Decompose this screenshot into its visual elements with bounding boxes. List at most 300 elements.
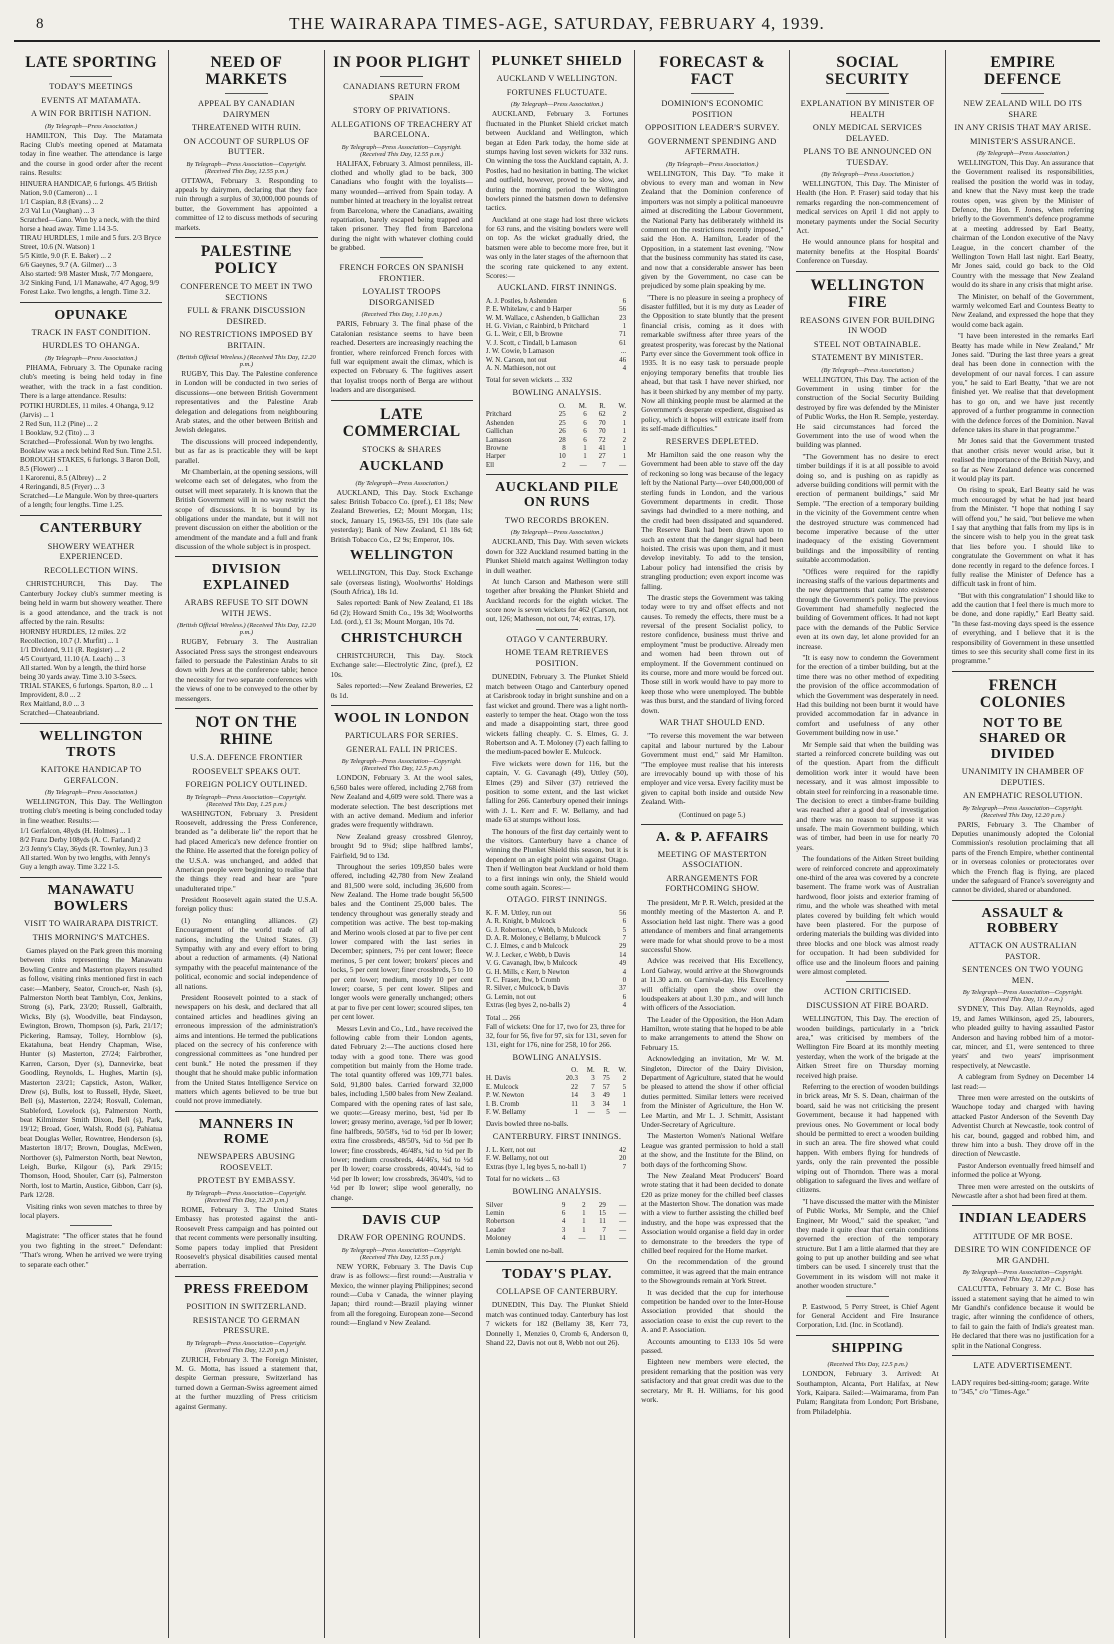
paragraph: DUNEDIN, This Day. The Plunket Shield match was continued today. Canterbury has lost 7 wickets for 182 (Bellamy 38, Kerr 73, Donnelly 1, Menzies 0, Cromb 6, Anderson 0, Shand 22, Davis not out 8, Webb not out 26). xyxy=(485,1300,629,1347)
column-header: R. xyxy=(599,401,606,410)
headline: FORECAST & FACT xyxy=(659,54,766,89)
article-canterbury xyxy=(20,521,162,718)
paragraph: "There is no pleasure in seeing a prophecy of disaster fulfilled, but it is my duty as Leader of the Opposition to state bluntly that the present financial crisis, coming as it does with remarkable swiftness after three years of the greatest prosperity, was forecast by the National Party ever since the Government took office in 1935. It is no easy task to persuade people enjoying temporary benefits that trouble lies ahead, but that task I have never shirked, nor has it been shirked by any member of my party. Now all thinking people must be alarmed at the Government's desperate expedient, disguised as policy, which it hopes will extricate itself from its self-made difficulties." xyxy=(641,292,784,434)
dateline-agency: By Telegraph—Press Association—Copyright. (Received This Day, 12.55 p.m.) xyxy=(341,143,462,158)
bowling-row xyxy=(486,427,628,435)
bowling-note: Davis bowled three no-balls. xyxy=(485,1120,569,1129)
batting-row xyxy=(486,356,628,364)
player-name: K. F. M. Uttley, run out xyxy=(485,908,552,917)
paragraph: AUCKLAND, February 3. Fortunes fluctuated in the Plunket Shield cricket match between Auckland and Wellington, which began at Eden Park today, the home side at stumps having lost seven wickets for 332 runs. On winning the toss the Auckland captain, A. J. Postles, had no hesitation in batting. The wicket and outfield, however, proved to be slow, and during the morning period the Wellington bowlers pinned the batsmen down to defensive tactics. xyxy=(485,109,629,213)
player-name: A. R. Knight, b Mulcock xyxy=(485,917,556,926)
subhead: TODAY'S MEETINGS xyxy=(49,82,134,92)
bowling-row xyxy=(486,436,628,444)
player-name: P. W. Newton xyxy=(485,1091,524,1100)
batting-row xyxy=(486,305,628,313)
paragraph: New Zealand greasy crossbred Glenroy, brought 9d to 9¾d; slipe halfbred lambs', Fairfield, 9d to 13d. xyxy=(330,831,473,860)
article-action-criticised xyxy=(796,987,938,1330)
paragraph: WELLINGTON, This Day. The Minister of Health (the Hon. P. Fraser) said today that his remarks regarding the non-commencement of medical services on April 1 did not apply to monetary payments under the Social Security Act. xyxy=(796,179,939,236)
subhead: U.S.A. DEFENCE FRONTIER xyxy=(190,753,303,763)
score-cell: 1 xyxy=(583,452,587,461)
innings-heading: AUCKLAND. FIRST INNINGS. xyxy=(497,283,617,293)
player-name: G. L. Weir, c Ell, b Browne xyxy=(485,330,563,339)
paragraph: PARIS, February 3. The final phase of the Catalonian resistance seems to have been reached. Deserters are increasingly reaching the frontier, where reinforced French forces with full war equipment await the climax, which is expected on February 6. The fugitives assert that loyalist troops north of Berga are without leaders and are disorganised. xyxy=(330,319,473,395)
article-assault-and-robbery xyxy=(952,906,1094,1201)
score-cell: 25 xyxy=(558,410,566,419)
column-header: M. xyxy=(586,1066,595,1075)
paragraph: The Leader of the Opposition, the Hon Adam Hamilton, wrote stating that he hoped to be able to make arrangements to attend the Show on February 15. xyxy=(641,1014,784,1052)
subhead: APPEAL BY CANADIAN DAIRYMEN xyxy=(197,99,295,119)
subhead: ACTION CRITICISED. xyxy=(823,987,912,997)
dateline-agency: (By Telegraph—Press Association.) xyxy=(44,122,138,130)
divider xyxy=(1001,93,1044,94)
score-cell: 22 xyxy=(570,1082,578,1091)
paragraph: WELLINGTON, This Day. The erection of wooden buildings, particularly in a "brick area," was criticised by members of the Wellington Fire Board at its monthly meeting yesterday, when the work of the brigade at the Aitken Street fire on Thursday morning received high praise. xyxy=(796,1014,939,1080)
batting-row xyxy=(486,917,628,925)
bowling-row xyxy=(486,1074,628,1082)
paragraph: Messrs Levin and Co., Ltd., have received the following cable from their London agents, dated February 2:—The auctions closed here today with a good tone. There was good competition but mainly from the Home trade. The total quantity offered was 109,771 bales. Sold, 91,800 bales. Carried forward 32,000 bales, including 1,500 bales from New Zealand. Compared with the opening rates of last sale, we quote:—Greasy merino, best, ¼d per lb lower; greasy merino, average, ¼d per lb lower; fine halfbreds, 50/58's, ¼d to ½d per lb lower; extra fine crossbreds, 48/50's, ¼d to ½d per lb lower; fine crossbreds, 46/48's, ¼d to ½d per lb lower; medium crossbreds, 44/46's, ¼d to ½d per lb lower; coarse crossbreds, 40/44's, ¼d to ½d per lb lower; low crossbreds, 36/40's, ¼d to ½d per lb lower; slipe wool generally, no change. xyxy=(330,1023,473,1202)
subhead: ARABS REFUSE TO SIT DOWN WITH JEWS. xyxy=(184,598,309,618)
innings-total: Total for no wickets ... 63 xyxy=(485,1175,560,1184)
player-name: Extras (leg byes 2, no-balls 2) xyxy=(485,1001,570,1010)
score-cell: 57 xyxy=(602,1082,610,1091)
article-indian-leaders xyxy=(952,1211,1094,1350)
subhead: EVENTS AT MATAMATA. xyxy=(41,95,142,105)
race-result: 4 Reringandi, 8.5 (Fryer) ... 3 xyxy=(20,483,105,492)
paragraph: "I have discussed the matter with the Minister of Public Works, Mr Semple, and the Chief Engineer, Mr Wood," said the speaker, "and they made it quite clear that certain conditions governed the erection of the temporary structure. But I am a little alarmed that they are going to put up another building and see what timbers can be used. I sincerely trust that the Government in its wisdom will not make it another wooden structure." xyxy=(796,1196,939,1291)
paragraph: Five wickets were down for 116, but the captain, V. G. Cavanagh (49), Uttley (50), Elmes (29) and Silver (37) retrieved the position to some extent, and the last wicket falling for 266. Canterbury opened their innings with J. L. Kerr and F. W. Bellamy, and had made 63 at stumps without loss. xyxy=(485,758,629,825)
score-cell: 14 xyxy=(570,1091,578,1100)
player-name: T. C. Fraser, lbw, b Cromb xyxy=(485,975,561,984)
score-cell: 27 xyxy=(598,452,606,461)
score-cell: 6 xyxy=(622,917,627,926)
subhead: STORY OF PRIVATIONS. xyxy=(353,106,451,116)
bowling-row xyxy=(486,1083,628,1091)
score-cell: 20 xyxy=(619,1154,627,1163)
bowling-heading: BOWLING ANALYSIS. xyxy=(512,388,602,398)
headline-deck: NOT TO BE SHARED OR DIVIDED xyxy=(979,715,1067,762)
headline: IN POOR PLIGHT xyxy=(333,54,471,71)
column-header: O. xyxy=(558,401,566,410)
innings-total: Total ... 266 xyxy=(485,1013,521,1022)
paragraph: "But with this congratulation" I should like to add the caution that I feel there is much more to be done, and done rapidly," Earl Beatty said. "In these fast-moving days speed is the essence of everything, and I believe that it is the responsibility of Government in these unsettled times to see this security shall come first in its programme." xyxy=(951,590,1094,666)
batting-row xyxy=(486,314,628,322)
paragraph: (1) No entangling alliances. (2) Encouragement of the world trade of all nations, including the United States. (3) Sympathy with any and every effort to bring about a reduction of armaments. (4) National sympathy with the peaceful maintenance of the political, economic and social independence of all nations. xyxy=(175,915,318,991)
divider xyxy=(486,1261,628,1262)
subhead: FRENCH FORCES ON SPANISH FRONTIER. xyxy=(339,263,464,283)
dateline-agency: By Telegraph—Press Association—Copyright. (Received This Day, 1.25 p.m.) xyxy=(186,793,307,808)
paragraph: Three men were arrested on the outskirts of Wauchope today and charged with having attacked Pastor Anderson of the Seventh Day Adventist Church at Newcastle, took control of his car, bound, gagged and robbed him, and threw him into a bush. They drove off in the direction of Newcastle. xyxy=(951,1092,1094,1159)
headline: NEED OF MARKETS xyxy=(205,54,288,89)
score-cell: 70 xyxy=(598,418,606,427)
bowling-row xyxy=(486,461,628,469)
divider xyxy=(175,237,317,238)
dateline-agency: By Telegraph—Press Association—Copyright. (Received This Day, 12.20 p.m.) xyxy=(962,1269,1083,1284)
race-result: 1/1 Gerfalcon, 48yds (H. Holmes) ... 1 xyxy=(20,827,131,836)
paragraph: "I have been interested in the remarks Earl Beatty has made while in New Zealand," Mr Jones said. "During the last three years a great deal has been done in connection with the development of our naval forces. I can assure you," he said to Earl Beatty, "that we are not finished yet. We realise that that development has to go on, and we have just recently approved of a further programme in connection with the defence forces of the Dominion. Naval defence takes its share in that programme." xyxy=(951,331,1094,435)
score-cell: 1 xyxy=(582,1217,586,1226)
race-result: Rex Maitland, 8.0 ... 3 xyxy=(20,700,85,709)
score-cell: — xyxy=(619,460,627,469)
player-name: F. W. Bellamy xyxy=(485,1107,526,1116)
bowling-row xyxy=(486,1100,628,1108)
bowling-analysis xyxy=(486,1066,628,1116)
subhead: GENERAL FALL IN PRICES. xyxy=(346,744,458,754)
score-cell: 8 xyxy=(562,443,566,452)
race-result: Scratched—Chateaubriand. xyxy=(20,709,100,718)
score-cell: 2 xyxy=(582,1200,586,1209)
race-result: 2/3 Val Lu (Vaughan) ... 3 xyxy=(20,206,95,215)
bowling-analysis xyxy=(486,1201,628,1243)
paragraph: On rising to speak, Earl Beatty said he was much encouraged by what he had just heard from the Minister. "I hope that nothing I say will offend you," he said, "but believe me when I say that anything that falls from my lips is in the sincere wish to help you in the great task that lies before you. I should like to congratulate the Government on what it has done recently in regard to the defence forces. I fully realise the Minister of Defence has a difficult task in front of him. xyxy=(951,485,1094,589)
score-cell: 56 xyxy=(619,305,627,314)
headline: MANAWATU BOWLERS xyxy=(47,883,135,914)
divider xyxy=(691,93,734,94)
score-cell: 1 xyxy=(582,1208,586,1217)
divider xyxy=(536,629,579,630)
divider xyxy=(796,1335,938,1336)
divider xyxy=(846,93,889,94)
paragraph: "The Government has no desire to erect timber buildings if it is at all possible to avoid doing so, and is pushing on as rapidly as adverse building conditions will permit with the erection of permanent buildings," said Mr Semple. "The erection of a temporary building in the vicinity of the Government centre when the destroyed structure was commenced had become imperative because of the utter inadequacy of the existing Government buildings and the impossibility of renting suitable accommodation. xyxy=(796,451,939,565)
player-name: H. G. Vivian, c Rainbird, b Pritchard xyxy=(485,322,589,331)
divider xyxy=(380,257,423,258)
score-cell: 4 xyxy=(561,1234,566,1243)
score-cell: 1 xyxy=(574,1107,578,1116)
dateline-agency: By Telegraph—Press Association—Copyright. (Received This Day, 12.20 p.m.) xyxy=(186,1339,307,1354)
article-a-and-p-affairs xyxy=(641,830,783,1405)
batting-row xyxy=(486,934,628,942)
player-name: E. Mulcock xyxy=(485,1082,519,1091)
dateline-agency: (British Official Wireless.) (Received This Day, 12.20 p.m.) xyxy=(177,354,316,369)
divider xyxy=(380,76,423,77)
headline: SHIPPING xyxy=(831,1340,904,1356)
score-cell: 1 xyxy=(583,443,587,452)
subhead: MINISTER'S ASSURANCE. xyxy=(970,136,1076,146)
paragraph: CHRISTCHURCH, This Day. Stock Exchange sale:—Electrolytic Zinc, (pref.), £2 10s. xyxy=(330,651,473,679)
score-cell: — xyxy=(579,460,587,469)
player-name: G. H. Mills, c Kerr, b Newton xyxy=(485,967,570,976)
score-cell: 42 xyxy=(619,1145,627,1154)
score-cell: 5 xyxy=(622,1082,627,1091)
race-result: HORNBY HURDLES, 12 miles. 2/2 Recollection, 10.7 (J. Murfitt) ... 1 xyxy=(20,628,126,646)
article-palestine-policy xyxy=(175,243,317,552)
column-5 xyxy=(634,50,789,1638)
subhead: AN EMPHATIC RESOLUTION. xyxy=(962,791,1083,801)
player-name: V. J. Scott, c Tindall, b Lamason xyxy=(485,338,577,347)
article-wellington-trots xyxy=(20,729,162,872)
article-in-poor-plight xyxy=(331,54,473,252)
batting-row xyxy=(486,1154,628,1162)
player-name: C. J. Elmes, c and b Mulcock xyxy=(485,942,569,951)
bowling-note: Lemin bowled one no-ball. xyxy=(485,1246,564,1255)
subhead: TWO RECORDS BROKEN. xyxy=(504,515,610,525)
innings-heading: OTAGO. FIRST INNINGS. xyxy=(506,895,608,905)
paragraph: Three men were arrested on the outskirts of Newcastle after a shot had been fired at them. xyxy=(951,1181,1094,1200)
divider xyxy=(175,1111,317,1112)
bowling-row xyxy=(486,1201,628,1209)
score-cell: 6 xyxy=(622,296,627,305)
article-shipping xyxy=(796,1341,938,1416)
headline: PRESS FREEDOM xyxy=(183,1281,309,1297)
score-cell: 25 xyxy=(558,418,566,427)
article-empire-defence xyxy=(952,54,1094,666)
score-cell: 6 xyxy=(622,992,627,1001)
score-cell: 1 xyxy=(622,452,627,461)
race-result: Also started: 9/8 Master Musk, 7/7 Mongaere, 3/2 Sinking Fund, 1/1 Manawahe, 4/7 Agog, 9/9 Forest Lake. Two lengths, a length. Time 3.2. xyxy=(20,269,159,296)
headline: LATE SPORTING xyxy=(25,54,158,71)
paragraph: Mr Jones said that the Government trusted that another crisis never would arise, but it realised the importance of the British Navy, and so far as New Zealand defence was concerned it would play its part. xyxy=(951,436,1094,483)
score-cell: 49 xyxy=(602,1091,610,1100)
player-name: Ell xyxy=(485,460,495,469)
player-name: H. Davis xyxy=(485,1074,511,1083)
paragraph: AUCKLAND, This Day. With seven wickets down for 322 Auckland resumed batting in the Plunket Shield match against Wellington today in dull weather. xyxy=(485,537,629,575)
paragraph: The president, Mr P. R. Welch, presided at the monthly meeting of the Masterton A. and P. Association held last night. There was a good attendance of members and final arrangements were made for what should prove to be a most successful Show. xyxy=(641,897,784,954)
innings-total: Total for seven wickets ... 332 xyxy=(485,376,573,385)
subhead: FULL & FRANK DISCUSSION DESIRED. xyxy=(187,306,306,326)
paragraph: Magistrate: "The officer states that he found you two fighting in the street." Defendant: "That's wrong. When he arrived we were trying to separate each other." xyxy=(20,1231,163,1269)
score-cell: 11 xyxy=(571,1099,578,1108)
subhead: FOREIGN POLICY OUTLINED. xyxy=(185,780,308,790)
subhead: VISIT TO WAIRARAPA DISTRICT. xyxy=(23,919,159,929)
race-result: 2/3 Jenny's Clay, 36yds (R. Townley, Jun.) 3 xyxy=(20,845,148,854)
page-number: 8 xyxy=(36,16,44,32)
subhead: SENTENCES ON TWO YOUNG MEN. xyxy=(962,965,1084,985)
paragraph: Auckland at one stage had lost three wickets for 63 runs, and the visiting bowlers were well on top. As the wicket gradually dried, the batsmen were able to become more free, but it was only in the later stages of the afternoon that the scoring rate quickened to any extent. Scores:— xyxy=(485,214,629,281)
player-name: Lamason xyxy=(485,435,512,444)
masthead xyxy=(14,0,1100,42)
score-cell: 11 xyxy=(599,1217,606,1226)
dateline-agency: By Telegraph—Press Association—Copyright. (Received This Day, 12.55 p.m.) xyxy=(186,160,307,175)
race-result: 1 Karorenui, 8.5 (Albrey) ... 2 xyxy=(20,474,107,483)
article-manawatu-bowlers xyxy=(20,883,162,1269)
paragraph: A cablegram from Sydney on December 14 last read:— xyxy=(951,1072,1094,1091)
paragraph: WELLINGTON, This Day. "To make it obvious to every man and woman in New Zealand that the Dominion conference of importers was not simply a political manoeuvre aimed at discrediting the Labour Government, the National Party has deliberately withheld its comment on the restrictions recently imposed," said the Hon. A. Hamilton, Leader of the Opposition, in a statement last evening. "Now that the business community has stated its case, and now that a considerable answer has been given by the Government, no case can be prejudiced by some plain speaking by me. xyxy=(641,168,784,291)
subhead: ATTACK ON AUSTRALIAN PASTOR. xyxy=(968,941,1077,961)
bowling-row xyxy=(486,1108,628,1116)
dateline-agency: By Telegraph—Press Association—Copyright. (Received This Day, 12.20 p.m.) xyxy=(962,804,1083,819)
player-name: J. W. Cowie, b Lamason xyxy=(485,347,555,356)
paragraph: Acknowledging an invitation, Mr W. M. Singleton, Director of the Dairy Division, Department of Agriculture, stated that he would be pleased to attend the show if other official duties permitted. Similar letters were received from the Minister of Agriculture, the Hon W. Lee Martin, and Mr L. J. Schmitt, Assistant Under-Secretary of Agriculture. xyxy=(641,1054,784,1129)
batting-row xyxy=(486,951,628,959)
subhead: ROOSEVELT SPEAKS OUT. xyxy=(192,766,301,776)
subhead: STATEMENT BY MINISTER. xyxy=(811,353,924,363)
score-cell: 5 xyxy=(606,1107,610,1116)
paragraph: P. Eastwood, 5 Perry Street, is Chief Agent for General Accident and Fire Insurance Corporation, Ltd. (Inc. in Scotland). xyxy=(796,1301,939,1330)
paragraph: The discussions will proceed independently, but as far as is practicable they will be kept parallel. xyxy=(175,436,318,465)
subhead: GOVERNMENT SPENDING AND AFTERMATH. xyxy=(647,136,777,157)
dateline-agency: By Telegraph—Press Association—Copyright. (Received This Day, 12.5 p.m.) xyxy=(341,758,462,773)
divider xyxy=(952,671,1094,672)
batting-scorecard xyxy=(486,297,628,373)
subhead: OTAGO V CANTERBURY. xyxy=(506,634,608,644)
subhead: RESISTANCE TO GERMAN PRESSURE. xyxy=(192,1315,301,1336)
score-cell: 3 xyxy=(591,1099,595,1108)
dateline-agency: (By Telegraph—Press Association.) xyxy=(666,160,759,168)
paragraph: Mr Hamilton said the one reason why the Government had been able to stave off the day of reckoning so long was because of the legacy left by the National Party—over £40,000,000 of sterling funds in London, and the various Government departments in credit. Those savings had dwindled to a mere nothing, and the credit had been dissipated and squandered. The Reserve Bank had been drawn upon to such an extent that the danger signal had been hoisted. The crisis was upon them, and it must develop inevitably. To add to the tension, Labour policy had intensified the crisis by strangling production; even export income was falling. xyxy=(641,450,784,591)
article-social-security xyxy=(796,54,938,266)
score-cell: 23 xyxy=(619,313,627,322)
paragraph: Advice was received that His Excellency, Lord Galway, would arrive at the Showgrounds at 11.30 a.m. on Carnival-day. His Excellency will officially open the show over the loudspeakers at about 1.30 p.m., and will lunch with officers of the Association. xyxy=(641,956,784,1013)
player-name: V. G. Cavanagh, lbw, b Mulcock xyxy=(485,959,578,968)
score-cell: 1 xyxy=(622,418,627,427)
article-need-of-markets xyxy=(175,54,317,232)
paragraph: "Offices were required for the rapidly increasing staffs of the various departments and the new departments that came into existence through the Government's policy. The previous Government had shamefully neglected the building of Government offices. It had not kept pace with the demands of the Public Service even at its own day, let alone provided for an increase. xyxy=(796,566,939,651)
player-name: A. N. Mathieson, not out xyxy=(485,364,556,373)
subhead: THREATENED WITH RUIN. xyxy=(191,123,302,133)
subhead: FORTUNES FLUCTUATE. xyxy=(506,87,608,97)
dateline-agency: By Telegraph—Press Association—Copyright. (Received This Day, 12.55 p.m.) xyxy=(341,1246,462,1261)
divider xyxy=(952,1205,1094,1206)
race-result: 2 Red Sun, 11.2 (Pine) ... 2 xyxy=(20,420,98,429)
divider xyxy=(70,76,113,77)
player-name: W. N. Carson, not out xyxy=(485,355,547,364)
batting-row xyxy=(486,993,628,1001)
paragraph: PARIS, February 3. The Chamber of Deputies unanimously adopted the Colonial Commission's resolution proclaiming that all parts of the French Empire, whether continental or in overseas colonies or protectorates over which the French flag is flying, are placed under the safeguard of France's sovereignty and cannot be divided, shared or abandoned. xyxy=(951,819,1094,895)
divider xyxy=(70,1225,113,1226)
section-heading: CHRISTCHURCH xyxy=(340,630,463,646)
paragraph: CALCUTTA, February 3. Mr C. Bose has issued a statement saying that he aimed to win Mr Gandhi's confidence because it would be tragic, after winning the confidence of others, to fail to gain the faith of India's greatest man. He declared that there was no justification for a split in the National Congress. xyxy=(951,1284,1094,1350)
article-late-sporting xyxy=(20,54,162,297)
player-name: Extras (bye 1, leg byes 5, no-ball 1) xyxy=(485,1162,586,1171)
paragraph: HAMILTON, This Day. The Matamata Racing Club's meeting opened at Matamata today in fine weather. The attendance is large and the course in good order after the recent rains. Results: xyxy=(20,130,163,178)
paragraph: On the recommendation of the ground committee, it was agreed that the main entrance to the Showgrounds remain at York Street. xyxy=(641,1257,784,1286)
dateline-agency: (Received This Day, 12.5 p.m.) xyxy=(827,1361,908,1369)
score-cell: 1 xyxy=(622,1091,627,1100)
column-4 xyxy=(479,50,634,1638)
subhead: DRAW FOR OPENING ROUNDS. xyxy=(337,1233,466,1243)
subhead: STEEL NOT OBTAINABLE. xyxy=(813,339,922,349)
score-cell: 7 xyxy=(602,460,606,469)
divider xyxy=(20,515,162,516)
score-cell: — xyxy=(619,1234,627,1243)
divider xyxy=(641,824,783,825)
paragraph: President Roosevelt again stated the U.S.A. foreign policy thus: xyxy=(175,895,318,914)
dateline-agency: (By Telegraph—Press Association.) xyxy=(510,101,604,109)
divider xyxy=(20,877,162,878)
column-6 xyxy=(789,50,944,1638)
paragraph: WELLINGTON, This Day. An assurance that the Government realised its responsibilities, realised the position the world was in today, and knew that the Navy must keep the trade routes open, was given by the Minister of Defence, the Hon. F. Jones, when referring briefly to the Government's defence programme at a meeting addressed by Earl Beatty, chairman of the London executive of the Navy League, in the concert chamber of the Wellington Town Hall last night. Earl Beatty, Mr Jones said, could go back to the Old Country with the message that New Zealand would do its share in any crisis that might arise. xyxy=(951,158,1094,290)
subhead: ALLEGATIONS OF TREACHERY AT BARCELONA. xyxy=(331,119,473,140)
divider xyxy=(486,474,628,475)
column-header: M. xyxy=(578,401,587,410)
section-heading: AUCKLAND xyxy=(359,459,445,475)
bowling-analysis xyxy=(486,402,628,469)
paragraph: Visiting rinks won seven matches to three by local players. xyxy=(20,1201,163,1220)
score-cell: 26 xyxy=(558,427,566,436)
article-not-on-the-rhine xyxy=(175,714,317,1106)
paragraph: CHRISTCHURCH, This Day. The Canterbury Jockey club's summer meeting is being held in warm but showery weather. There is a good attendance, and the track is not affected by the rain. Results: xyxy=(20,579,163,626)
score-cell: 62 xyxy=(598,410,606,419)
dateline-agency: (By Telegraph—Press Association.) xyxy=(976,150,1070,158)
race-result: 4/5 Courtyard, 11.10 (A. Leach) ... 3 xyxy=(20,655,126,664)
score-cell: 4 xyxy=(561,1217,566,1226)
score-cell: 1 xyxy=(622,322,627,331)
headline: NOT ON THE RHINE xyxy=(195,713,298,749)
headline: WELLINGTON FIRE xyxy=(810,276,925,311)
batting-row xyxy=(486,1146,628,1154)
paragraph: RUGBY, February 3. The Australian Associated Press says the strongest endeavours failed to persuade the Palestinian Arabs to sit down with Jews at the conference table; hence the necessity for two separate conferences with the views of one to be conveyed to the other by messengers. xyxy=(175,637,318,703)
dateline-agency: (By Telegraph—Press Association.) xyxy=(44,354,138,362)
paragraph: LONDON, February 3. Arrived: At Southampton, Alcanta, Port Halifax, at New York, Kaipara. Sailed:—Waimarama, from Pan Pulam; Rangitata from London; Port Brisbane, from Philadelphia. xyxy=(796,1369,939,1416)
article-wool-in-london xyxy=(331,711,473,1202)
paragraph: Mr Semple said that when the building was started a reinforced concrete building was out of the question. Apart from the difficult demolition work inter it would have been necessary, and it was almost impossible to obtain steel for reinforcing in a reasonable time. The decision to erect a timber-frame building was reached after a good deal of investigation and there was no reason to suppose it was unsafe. The main Government building, which was of timber, had been in use for nearly 70 years. xyxy=(796,739,939,852)
subhead: REASONS GIVEN FOR BUILDING IN WOOD xyxy=(800,315,936,336)
player-name: I. B. Cromb xyxy=(485,1099,520,1108)
column-header: O. xyxy=(571,1066,578,1075)
race-result: 5/5 Kittle, 9.0 (F. E. Baker) ... 2 xyxy=(20,251,112,260)
article-division-explained xyxy=(175,562,317,703)
score-cell: 6 xyxy=(583,418,587,427)
divider xyxy=(846,981,889,982)
paragraph: WELLINGTON, This Day. Stock Exchange sale (overseas listing), Woolworths' Holdings (South Africa), 18s 1d. xyxy=(330,568,473,597)
paragraph: PIHAMA, February 3. The Opunake racing club's meeting is being held today in fine weather, with the track in a fast condition. There is a large attendance. Results: xyxy=(20,362,163,401)
score-cell: 46 xyxy=(619,355,627,364)
divider xyxy=(175,708,317,709)
headline: WELLINGTON TROTS xyxy=(39,729,143,760)
score-cell: 4 xyxy=(622,1001,627,1010)
race-result: All started. Won by two lengths, with Jenny's Guy a length away. Time 3.22 1-5. xyxy=(20,854,151,872)
article-wellington-fire xyxy=(796,277,938,977)
paragraph: President Roosevelt pointed to a stack of newspapers on his desk, and declared that all contained articles and headlines giving an erroneous impression of the administration's aims and intentions. He termed the publications placed on the secrecy of his conference with congressional committees as "one hundred per cent bunk." He noted the pressmen if they thought that he should make public information from the United States Intelligence Service on matters which agents believed to be true but could not prove immediately. xyxy=(175,992,318,1106)
subhead: NO RESTRICTIONS IMPOSED BY BRITAIN. xyxy=(179,330,314,350)
player-name: Robertson xyxy=(485,1217,515,1226)
paragraph: The foundations of the Aitken Street building were of reinforced concrete and approximately one-third of the area was covered by a concrete basement. The frame work was of Australian hardwood, floor joists and exterior framing of rimu, and the whole was sheathed with metal plates covered by building felt which would have been plastered. For the purpose of ordering materials the building was divided into three blocks and one block was almost ready for occupation. It had been subdivided for office use and the linoleum floors and paining were almost completed. xyxy=(796,854,939,976)
score-cell: 7 xyxy=(622,934,627,943)
headline: DIVISION EXPLAINED xyxy=(202,562,290,593)
divider xyxy=(796,271,938,272)
dateline-agency: By Telegraph—Press Association—Copyright. (Received This Day, 11.0 a.m.) xyxy=(962,989,1083,1004)
bowling-row xyxy=(486,419,628,427)
paragraph: Sales reported:—New Zealand Breweries, £2 0s 1d. xyxy=(330,681,473,700)
race-result: TRIAL STAKES, 6 furlongs. Sparton, 8.0 ... 1 xyxy=(20,682,154,691)
race-result: TIRAU HURDLES, 1 mile and 5 furs. 2/3 Bryce Street, 10.6 (N. Watson) 1 xyxy=(20,233,161,251)
paragraph: Sales reported: Bank of New Zealand, £1 18s 6d (2); Howard Smith Co., 19s 3d; Woolworths Ltd. (ord.), £1 3s; Mount Morgan, 10s 7d. xyxy=(330,598,473,627)
score-cell: 29 xyxy=(598,1200,606,1209)
player-name: Ashenden xyxy=(485,418,514,427)
batting-scorecard xyxy=(486,909,628,1010)
divider xyxy=(20,723,162,724)
score-cell: 2 xyxy=(622,1074,627,1083)
player-name: Browne xyxy=(485,443,509,452)
headline: DAVIS CUP xyxy=(362,1212,441,1228)
subhead: UNANIMITY IN CHAMBER OF DEPUTIES. xyxy=(961,767,1084,787)
batting-row xyxy=(486,330,628,338)
score-cell: 1 xyxy=(622,1099,627,1108)
score-cell: 29 xyxy=(619,942,627,951)
race-result: Scratched—Le Mangule. Won by three-quarters of a length; four lengths. Time 1.25. xyxy=(20,492,158,510)
article-otago-v-canterbury xyxy=(486,635,628,1256)
subhead: DISCUSSION AT FIRE BOARD. xyxy=(806,1000,929,1010)
player-name: G. J. Robertson, c Webb, b Mulcock xyxy=(485,925,588,934)
subhead: IN ANY CRISIS THAT MAY ARISE. xyxy=(954,123,1092,133)
dateline-agency: (By Telegraph—Press Association.) xyxy=(821,366,914,374)
classified-ad: LADY requires bed-sitting-room; garage. Write to "345," c/o "Times-Age." xyxy=(951,1378,1089,1396)
score-cell: — xyxy=(619,1107,627,1116)
dateline-agency: (By Telegraph—Press Association.) xyxy=(510,529,604,537)
paragraph: At lunch Carson and Matheson were still together after breaking the Plunket Shield and Auckland records for the eighth wicket. The score now is seven wickets for 462 (Carson, not out, 126; Matheson, not out, 74; extras, 17). xyxy=(485,576,629,624)
player-name: P. E. Whitelaw, c and b Harper xyxy=(485,305,572,314)
divider xyxy=(331,400,473,401)
column-1 xyxy=(14,50,168,1638)
race-result: POTIKI HURDLES, 11 miles. 4 Ohanga, 9.12 (Jarvis) ... 1 xyxy=(20,402,154,420)
divider xyxy=(952,1355,1094,1356)
player-name: W. J. Lecker, c Webb, b Davis xyxy=(485,950,571,959)
subhead: ATTITUDE OF MR BOSE. xyxy=(972,1231,1073,1241)
paragraph: The Masterton Women's National Welfare League was granted permission to hold a stall at the show, and the Institute for the Blind, on both days of the forthcoming Show. xyxy=(641,1131,784,1169)
subhead: OPPOSITION LEADER'S SURVEY. xyxy=(645,123,780,133)
article-plunket-shield xyxy=(486,54,628,469)
score-cell: — xyxy=(587,1107,595,1116)
bowling-row xyxy=(486,1234,628,1242)
